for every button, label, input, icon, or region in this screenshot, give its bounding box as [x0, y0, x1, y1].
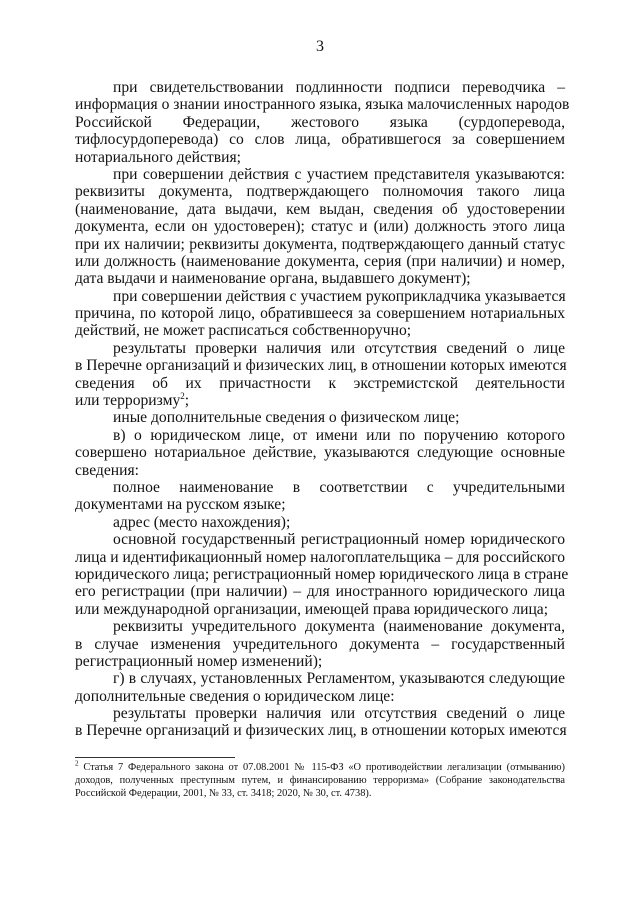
text-line: основной государственный регистрационный номер юридического [113, 531, 565, 549]
paragraph [75, 618, 565, 670]
document-body [75, 79, 570, 740]
text-line: документами на русском языке; [75, 496, 286, 514]
text-line: информация о знании иностранного языка, языка малочисленных народов [75, 96, 570, 114]
text-line: действий, не может расписаться собственноручно; [75, 322, 412, 340]
punctuation: ; [184, 392, 190, 410]
paragraph [75, 514, 565, 531]
paragraph [75, 479, 565, 514]
paragraph [75, 79, 570, 166]
text-line: результаты проверки наличия или отсутствия сведений о лице [113, 339, 565, 357]
text-line: г) в случаях, установленных Регламентом, указываются следующие [113, 670, 565, 688]
text-line: полное наименование в соответствии с учредительными [113, 478, 565, 496]
paragraph [75, 409, 565, 426]
footnote-text: Российской Федерации, 2001, № 33, ст. 3418; 2020, № 30, ст. 4738). [75, 788, 372, 800]
text-line: совершено нотариальное действие, указываются следующие основные [75, 444, 565, 462]
footnote-line [75, 774, 565, 787]
text-line: или терроризму$^2$; [75, 390, 190, 410]
text-line: документа, если он удостоверен); статус и (или) должность этого лица [75, 218, 565, 236]
text-line: причина, по которой лицо, обратившееся за совершением нотариальных [75, 305, 565, 323]
paragraph [75, 670, 565, 705]
text-line: нотариального действия; [75, 148, 241, 166]
text-line: лица и идентификационный номер налогоплательщика – для российского [75, 548, 566, 566]
footnote-text: Статья 7 Федерального закона от 07.08.2001 № 115-ФЗ «О противодействии легализации (отмыванию) [83, 762, 565, 773]
text-line: сведения об их причастности к экстремистской деятельности [75, 374, 565, 392]
text-line: в) о юридическом лице, от имени или по поручению которого [113, 426, 565, 444]
text-line: при их наличии; реквизиты документа, подтверждающего данный статус [75, 235, 565, 253]
text-line: в Перечне организаций и физических лиц, в отношении которых имеются [75, 357, 567, 375]
footnote-divider [75, 757, 235, 758]
text-line: регистрационный номер изменений); [75, 652, 323, 670]
footnote-reference: 2 [180, 390, 185, 401]
paragraph [75, 166, 565, 288]
text-line: в случае изменения учредительного документа – государственный [75, 635, 565, 653]
text-line: при совершении действия с участием рукоприкладчика указывается [113, 287, 566, 305]
paragraph [75, 288, 565, 340]
text-line: (наименование, дата выдачи, кем выдан, сведения об удостоверении [75, 200, 565, 218]
text-line: при свидетельствовании подлинности подписи переводчика – [113, 79, 565, 96]
footnote-line [75, 787, 565, 800]
paragraph [75, 427, 565, 479]
text-line: адрес (место нахождения); [113, 513, 291, 531]
text-line: при совершении действия с участием представителя указываются: [113, 165, 565, 183]
footnote-marker: 2 [75, 759, 79, 768]
paragraph [75, 705, 565, 740]
footnote-text: доходов, полученных преступным путем, и финансированию терроризма» (Собрание законодательства [75, 775, 565, 787]
text-line: тифлосурдоперевода) со слов лица, обратившегося за совершением [75, 131, 565, 149]
text-line: его регистрации (при наличии) – для иностранного юридического лица [75, 583, 565, 601]
paragraph [75, 340, 565, 410]
text-line: Российской Федерации, жестового языка (сурдоперевода, [75, 113, 565, 131]
page-number: 3 [316, 38, 324, 55]
text-line: юридического лица; регистрационный номер юридического лица в стране [75, 565, 569, 583]
text-line: реквизиты учредительного документа (наименование документа, [113, 618, 565, 636]
footnote-line [75, 761, 565, 774]
text-line: или должность (наименование документа, серия (при наличии) и номер, [75, 252, 565, 270]
text-line: сведения: [75, 461, 139, 479]
text-line: в Перечне организаций и физических лиц, в отношении которых имеются [75, 722, 567, 740]
text-line: дополнительные сведения о юридическом лице: [75, 687, 395, 705]
text-line: иные дополнительные сведения о физическом лице; [113, 409, 460, 427]
text-line: реквизиты документа, подтверждающего полномочия такого лица [75, 183, 565, 201]
text-line: дата выдачи и наименование органа, выдавшего документ); [75, 270, 471, 288]
text-line: или международной организации, имеющей права юридического лица; [75, 600, 549, 618]
footnote [75, 761, 565, 801]
text-line: результаты проверки наличия или отсутствия сведений о лице [113, 705, 565, 723]
paragraph [75, 531, 569, 618]
